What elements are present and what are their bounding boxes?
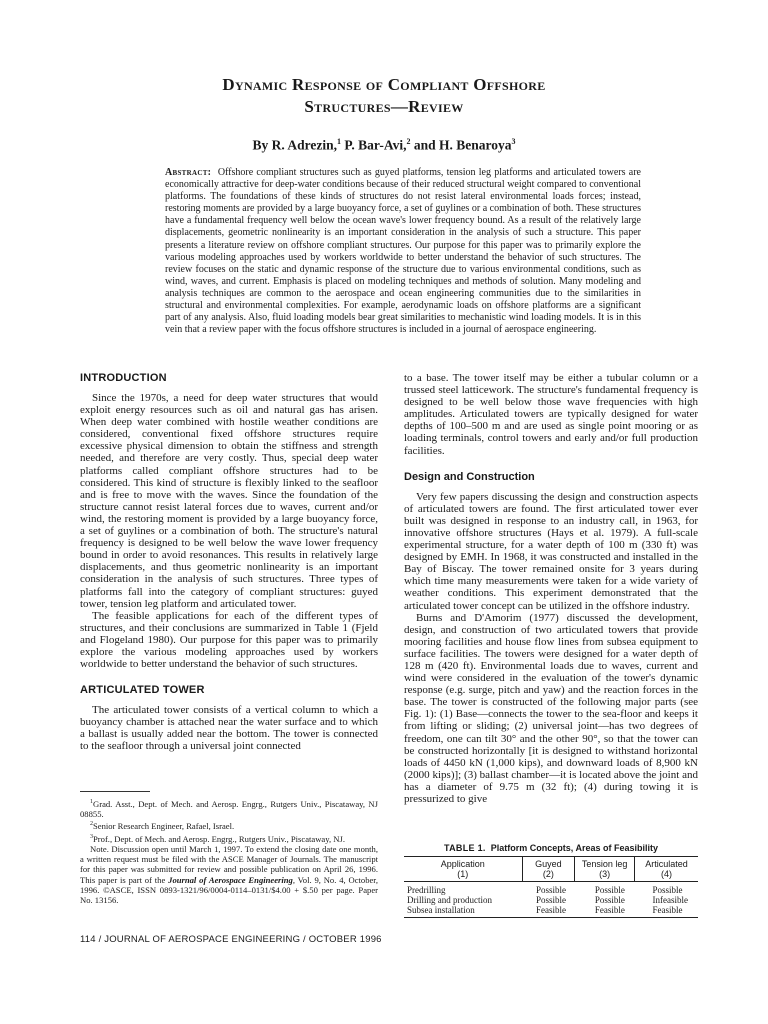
- footnote-1-mark: 1: [90, 799, 93, 805]
- page-footer: 114 / JOURNAL OF AEROSPACE ENGINEERING / OCTOBER 1996: [80, 934, 382, 945]
- table-cell: Possible: [536, 895, 567, 905]
- articulated-tower-paragraph-1: The articulated tower consists of a vertical column to which a buoyancy chamber is attached near the water surface and to which a ballast is usually added near the bottom. The tower is connected to the seafloor through a universal joint connected: [80, 704, 378, 753]
- discussion-note: [80, 844, 378, 906]
- table-row: [404, 882, 698, 896]
- left-column: [80, 372, 378, 753]
- table-cell: Feasible: [522, 905, 575, 918]
- articulated-tower-heading: ARTICULATED TOWER: [80, 684, 205, 697]
- table-cell: Infeasible: [652, 895, 688, 905]
- header-name: Application: [440, 859, 485, 869]
- author-line: [0, 137, 768, 154]
- header-number: (4): [660, 869, 672, 879]
- design-construction-heading: Design and Construction: [404, 470, 535, 483]
- table-cell: Possible: [652, 885, 683, 895]
- author-2-affiliation-mark: 2: [406, 137, 411, 146]
- abstract: [165, 167, 641, 336]
- header-number: (1): [457, 869, 469, 879]
- paper-title-line-1: Dynamic Response of Compliant Offshore: [222, 75, 546, 94]
- author-3: and H. Benaroya: [410, 137, 512, 153]
- introduction-paragraph-1: Since the 1970s, a need for deep water structures that would exploit energy resources such as oil and natural gas has arisen. When deep water combined with hostile weather conditions are considered, conventional fixed offshore structures require excessive physical dimension to obtain the stiffness and strength needed, and therefore are very costly. Thus, special deep water platforms called compliant offshore structures had to be considered. This kind of structure is flexibly linked to the seafloor and is free to move with the waves. Since the foundation of the structure cannot resist lateral forces due to waves, current and/or wind, the restoring moment is provided by a large buoyancy force, a set of guylines or a combination of both. The structure's natural frequency is designed to be well below the wave lower frequency bound in order to avoid resonances. This results in relatively large displacements, and thus geometric nonlinearity is an important consideration in the analysis of such structures. Three types of platforms fall into the category of compliant structures: guyed tower, tension leg platform and articulated tower.: [80, 392, 378, 610]
- table-row: [404, 895, 698, 905]
- table-row: [404, 905, 698, 918]
- author-3-affiliation-mark: 3: [511, 137, 516, 146]
- footnote-2-mark: 2: [90, 821, 93, 828]
- introduction-heading: INTRODUCTION: [80, 372, 167, 384]
- discussion-note-text: Note. Discussion open until March 1, 1997. To extend the closing date one month, a written request must be filed with the ASCE Manager of Journals. The manuscript for this paper was submitted for review and possible publication on April 26, 1996. This paper is part of the: [80, 843, 378, 885]
- right-column: [404, 372, 698, 805]
- footnote-2: [80, 819, 378, 831]
- journal-name: Journal of Aerospace Engineering: [168, 874, 293, 885]
- table-header-cell: [522, 857, 575, 882]
- footnote-2-text: Senior Research Engineer, Rafael, Israel.: [93, 821, 235, 832]
- footnote-rule: [80, 791, 150, 792]
- table-cell: Feasible: [634, 905, 698, 918]
- discussion-note-text-end: , Vol. 9, No. 4, October, 1996. ©ASCE, ISSN 0893-1321/96/0004-0114–0131/$4.00 + $.50 per page. Paper No. 13156.: [80, 874, 378, 906]
- abstract-text: Offshore compliant structures such as guyed platforms, tension leg platforms and articulated towers are economically attractive for deep-water conditions because of their reduced structural weight compared to conventional platforms. The foundations of these kinds of structures do not resist lateral environmental loads forces; instead, restoring moments are provided by a large buoyancy force, a set of guylines or a combination of both. These structures have a fundamental frequency well below the ocean wave's lower frequency bound. As a result of the relatively large displacements, geometric nonlinearity is an important consideration in the analysis of such a structure. This paper presents a literature review on offshore compliant structures. Our purpose for this paper was to primarily explore the various modeling approaches used by workers worldwide to better understand the behavior of such structures. The review focuses on the static and dynamic response of the structure due to various environmental conditions, such as wind, waves, and current. Emphasis is placed on modeling techniques and methods of solution. Many modeling and analysis techniques are common to the aerospace and ocean engineering communities due to the similarities in structural and environmental complexities. For example, aerodynamic loads on offshore platforms are a significant part of any analysis. Also, fluid loading models bear great similarities to mechanistic wind loading models. It is in this vein that a review paper with the focus offshore structures is included in a journal of aerospace engineering.: [165, 167, 641, 336]
- header-number: (2): [542, 869, 554, 879]
- table-cell: Predrilling: [407, 885, 446, 895]
- footnote-1: [80, 797, 378, 819]
- design-paragraph-1: Very few papers discussing the design and construction aspects of articulated towers are found. The first articulated tower ever built was designed in response to an industry call, in 1963, for innovative offshore structures (Hays et al. 1979). A full-scale experimental structure, for a water depth of 100 m (330 ft) was designed by EMH. In 1968, it was constructed and installed in the Bay of Biscay. The tower remained onsite for 3 years during which time many measurements were taken for a wide variety of weather conditions. This experiment demonstrated that the articulated tower concept can be utilized in the offshore industry.: [404, 490, 698, 612]
- abstract-label: Abstract:: [165, 167, 212, 178]
- table-cell: Feasible: [575, 905, 635, 918]
- table-header-cell: [575, 857, 635, 882]
- table-cell: Possible: [594, 895, 625, 905]
- footnote-3: [80, 832, 378, 844]
- author-1-affiliation-mark: 1: [336, 137, 341, 146]
- feasibility-table: [404, 856, 698, 918]
- articulated-tower-paragraph-continued: to a base. The tower itself may be either a tubular column or a trussed steel latticework. The structure's fundamental frequency is designed to be well below those wave frequencies with high amplitudes. Articulated towers are typically designed for water depths of 100–500 m and are used as single point mooring or as loading terminals, control towers and early and/or full production facilities.: [404, 372, 698, 457]
- table-cell: Drilling and production: [407, 895, 492, 905]
- table-header-cell: [634, 857, 698, 882]
- footnote-1-text: Grad. Asst., Dept. of Mech. and Aerosp. Engrg., Rutgers Univ., Piscataway, NJ 08855.: [80, 798, 378, 820]
- table-cell: Possible: [536, 885, 567, 895]
- header-name: Guyed: [535, 859, 562, 869]
- table-header-row: [404, 857, 698, 882]
- author-2: P. Bar-Avi,: [340, 137, 407, 153]
- design-paragraph-2: Burns and D'Amorim (1977) discussed the development, design, and construction of two articulated towers that provide mooring facilities and house flow lines from subsea equipment to surface facilities. The towers were designed for a water depth of 128 m (420 ft). Environmental loads due to waves, current and wind were considered in the evaluation of the tower's dynamic response (e.g. surge, pitch and yaw) and the reaction forces in the base. The tower is constructed of the following major parts (see Fig. 1): (1) Base—connects the tower to the sea-floor and keeps it from lifting or sliding; (2) universal joint—has two degrees of freedom, one can tilt 30° and the other 90°, so that the tower can be constructed horizontally [it is designed to withstand horizontal loads of 4450 kN (1,000 kips), and downward loads of 8,900 kN (2000 kips)]; (3) ballast chamber—it is located above the joint and has a diameter of 9.75 m (32 ft); (4) during towing it is pressurized to give: [404, 611, 698, 805]
- footnotes: [80, 797, 378, 906]
- table-cell: Possible: [594, 885, 625, 895]
- table-label: TABLE 1.: [444, 843, 486, 853]
- footnote-3-mark: 3: [90, 833, 93, 840]
- table-cell: Subsea installation: [404, 905, 522, 918]
- header-name: Tension leg: [581, 859, 628, 869]
- table-caption: [404, 843, 698, 853]
- author-1: By R. Adrezin,: [252, 137, 337, 153]
- header-name: Articulated: [645, 859, 688, 869]
- table-header-cell: [404, 857, 522, 882]
- footnote-3-text: Prof., Dept. of Mech. and Aerosp. Engrg., Rutgers Univ., Piscataway, NJ.: [93, 833, 345, 844]
- header-number: (3): [599, 869, 611, 879]
- paper-title-line-2: Structures—Review: [304, 97, 464, 116]
- table-caption-text: Platform Concepts, Areas of Feasibility: [490, 843, 658, 853]
- introduction-paragraph-2: The feasible applications for each of the different types of structures, and their conclusions are summarized in Table 1 (Fjeld and Flogeland 1980). Our purpose for this paper was to primarily explore the various modeling approaches used by workers worldwide to better understand the behavior of such structures.: [80, 609, 378, 671]
